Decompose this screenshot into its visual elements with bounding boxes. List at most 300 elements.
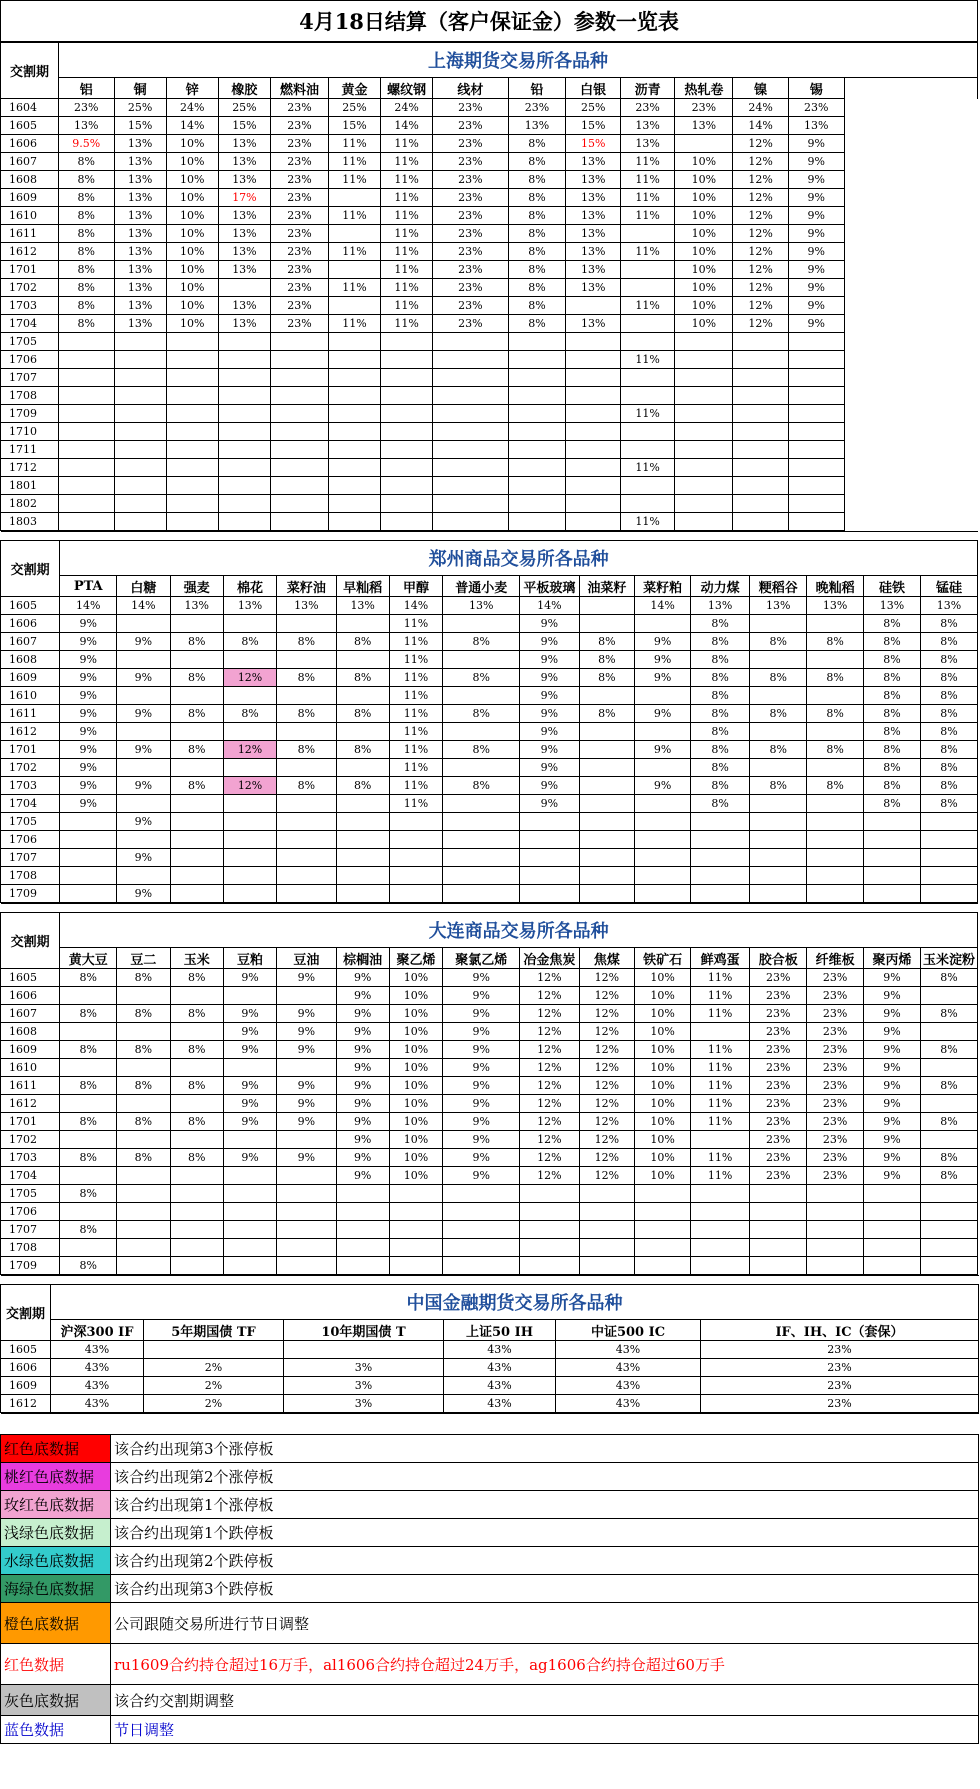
value-cell: 11% (690, 969, 749, 987)
value-cell (920, 1257, 977, 1275)
value-cell: 11% (381, 261, 433, 279)
value-cell: 9% (223, 969, 276, 987)
value-cell: 2% (144, 1359, 284, 1377)
value-cell (117, 651, 170, 669)
value-cell (328, 477, 380, 495)
value-cell: 9% (60, 687, 117, 705)
value-cell: 13% (690, 597, 749, 615)
value-cell (60, 987, 117, 1005)
value-cell: 9% (117, 777, 170, 795)
column-header: 粳稻谷 (750, 576, 807, 597)
value-cell (750, 1185, 807, 1203)
value-cell: 23% (750, 1059, 807, 1077)
value-cell: 8% (58, 189, 114, 207)
value-cell: 8% (277, 705, 336, 723)
value-cell (579, 885, 635, 903)
value-cell (579, 795, 635, 813)
value-cell: 9% (336, 1149, 389, 1167)
value-cell: 10% (389, 1005, 442, 1023)
value-cell: 8% (170, 633, 223, 651)
period-cell: 1707 (1, 849, 60, 867)
table-row (1, 1005, 978, 1023)
column-header: 油菜籽 (579, 576, 635, 597)
legend-row (1, 1491, 979, 1519)
value-cell (58, 387, 114, 405)
value-cell: 13% (566, 207, 620, 225)
value-cell: 8% (920, 777, 977, 795)
value-cell (170, 813, 223, 831)
value-cell: 8% (336, 633, 389, 651)
value-cell: 11% (381, 189, 433, 207)
value-cell: 11% (620, 513, 674, 531)
period-cell: 1607 (1, 1005, 60, 1023)
period-cell: 1608 (1, 171, 59, 189)
period-cell: 1606 (1, 1359, 51, 1377)
spacer-cell (844, 135, 977, 153)
value-cell (520, 1185, 579, 1203)
value-cell: 8% (60, 1149, 117, 1167)
value-cell (218, 351, 270, 369)
spacer-cell (844, 243, 977, 261)
value-cell: 11% (328, 315, 380, 333)
value-cell: 8% (920, 759, 977, 777)
value-cell (620, 423, 674, 441)
value-cell (277, 615, 336, 633)
period-cell: 1612 (1, 1395, 51, 1413)
value-cell: 9% (520, 651, 579, 669)
value-cell: 9% (788, 297, 844, 315)
spacer-cell (844, 171, 977, 189)
value-cell: 9% (336, 1059, 389, 1077)
value-cell (443, 831, 520, 849)
value-cell: 8% (864, 795, 921, 813)
value-cell (223, 1167, 276, 1185)
value-cell (579, 831, 635, 849)
value-cell (117, 1023, 170, 1041)
value-cell: 11% (389, 723, 442, 741)
value-cell (433, 351, 508, 369)
value-cell: 11% (389, 687, 442, 705)
value-cell (166, 459, 218, 477)
legend-description: 该合约出现第1个跌停板 (111, 1519, 979, 1547)
value-cell: 10% (675, 279, 733, 297)
value-cell: 11% (620, 243, 674, 261)
value-cell: 8% (60, 1221, 117, 1239)
value-cell (389, 813, 442, 831)
value-cell: 14% (389, 597, 442, 615)
value-cell: 3% (284, 1377, 444, 1395)
value-cell: 9% (864, 1041, 921, 1059)
period-cell: 1706 (1, 831, 60, 849)
value-cell: 10% (635, 1113, 691, 1131)
value-cell: 8% (60, 1077, 117, 1095)
value-cell (675, 441, 733, 459)
value-cell (58, 369, 114, 387)
spacer-cell (844, 477, 977, 495)
value-cell: 23% (750, 1077, 807, 1095)
table-row (1, 477, 978, 495)
value-cell: 23% (433, 279, 508, 297)
value-cell: 9% (443, 1167, 520, 1185)
value-cell (328, 351, 380, 369)
value-cell (144, 1341, 284, 1359)
value-cell (920, 1221, 977, 1239)
value-cell: 8% (807, 741, 864, 759)
value-cell: 23% (750, 1005, 807, 1023)
legend-row (1, 1716, 979, 1744)
value-cell: 8% (277, 741, 336, 759)
value-cell (381, 351, 433, 369)
value-cell (170, 1023, 223, 1041)
value-cell: 8% (60, 1113, 117, 1131)
column-header: 棉花 (223, 576, 276, 597)
value-cell: 43% (444, 1341, 556, 1359)
value-cell: 23% (270, 99, 328, 117)
value-cell (433, 405, 508, 423)
table-row (1, 1059, 978, 1077)
value-cell: 13% (218, 243, 270, 261)
value-cell: 8% (443, 741, 520, 759)
column-header: 铅 (508, 78, 566, 99)
table-row (1, 513, 978, 531)
value-cell (166, 423, 218, 441)
value-cell (270, 423, 328, 441)
value-cell (508, 477, 566, 495)
value-cell (566, 333, 620, 351)
table-row (1, 1131, 978, 1149)
value-cell: 9% (443, 1113, 520, 1131)
value-cell: 10% (675, 225, 733, 243)
value-cell (579, 723, 635, 741)
value-cell: 8% (864, 615, 921, 633)
value-cell: 10% (389, 1041, 442, 1059)
value-cell (218, 369, 270, 387)
column-header: 黄大豆 (60, 948, 117, 969)
value-cell (336, 867, 389, 885)
value-cell: 13% (223, 597, 276, 615)
value-cell (60, 1239, 117, 1257)
value-cell (788, 387, 844, 405)
value-cell: 11% (328, 153, 380, 171)
value-cell: 23% (750, 1167, 807, 1185)
value-cell: 43% (556, 1359, 701, 1377)
value-cell: 8% (443, 777, 520, 795)
shanghai-section-title: 上海期货交易所各品种 (58, 43, 977, 78)
value-cell (328, 297, 380, 315)
value-cell: 9% (635, 669, 691, 687)
value-cell: 11% (381, 243, 433, 261)
value-cell: 11% (381, 297, 433, 315)
value-cell (117, 1203, 170, 1221)
value-cell (579, 1257, 635, 1275)
value-cell (223, 1239, 276, 1257)
value-cell (508, 441, 566, 459)
value-cell: 23% (750, 1131, 807, 1149)
value-cell: 13% (114, 171, 166, 189)
value-cell (433, 459, 508, 477)
value-cell (218, 333, 270, 351)
period-cell: 1711 (1, 441, 59, 459)
spacer-cell (844, 153, 977, 171)
value-cell (788, 459, 844, 477)
value-cell: 23% (58, 99, 114, 117)
value-cell (166, 405, 218, 423)
value-cell: 12% (579, 1149, 635, 1167)
value-cell: 8% (920, 1077, 977, 1095)
column-header: PTA (60, 576, 117, 597)
value-cell (635, 885, 691, 903)
value-cell (328, 225, 380, 243)
value-cell: 8% (170, 969, 223, 987)
value-cell (620, 279, 674, 297)
value-cell: 8% (807, 633, 864, 651)
spacer-cell (844, 297, 977, 315)
value-cell (566, 423, 620, 441)
period-cell: 1705 (1, 1185, 60, 1203)
value-cell (170, 687, 223, 705)
value-cell (114, 387, 166, 405)
legend-swatch: 灰色底数据 (1, 1685, 111, 1716)
dalian-section-title: 大连商品交易所各品种 (60, 913, 978, 948)
value-cell (170, 1203, 223, 1221)
value-cell: 9% (520, 741, 579, 759)
value-cell (864, 885, 921, 903)
value-cell: 9% (443, 1059, 520, 1077)
table-row (1, 1041, 978, 1059)
value-cell (920, 1239, 977, 1257)
value-cell (223, 1203, 276, 1221)
value-cell (336, 885, 389, 903)
value-cell: 10% (389, 1077, 442, 1095)
value-cell: 9% (635, 741, 691, 759)
value-cell (218, 441, 270, 459)
value-cell: 14% (60, 597, 117, 615)
value-cell (433, 369, 508, 387)
value-cell (520, 1203, 579, 1221)
page-title: 4月18日结算（客户保证金）参数一览表 (1, 1, 978, 42)
value-cell (807, 813, 864, 831)
cffex-section-title: 中国金融期货交易所各品种 (51, 1285, 979, 1320)
table-row (1, 1239, 978, 1257)
spacer-cell (844, 279, 977, 297)
value-cell: 13% (114, 279, 166, 297)
value-cell: 23% (807, 1095, 864, 1113)
table-row (1, 705, 978, 723)
value-cell: 43% (51, 1359, 144, 1377)
value-cell: 13% (114, 225, 166, 243)
value-cell (566, 477, 620, 495)
column-header: 聚丙烯 (864, 948, 921, 969)
value-cell (58, 351, 114, 369)
value-cell: 23% (270, 243, 328, 261)
value-cell (750, 849, 807, 867)
value-cell: 23% (433, 153, 508, 171)
value-cell: 11% (328, 243, 380, 261)
value-cell: 11% (381, 315, 433, 333)
period-cell: 1608 (1, 1023, 60, 1041)
value-cell (750, 831, 807, 849)
period-cell: 1606 (1, 135, 59, 153)
period-cell: 1705 (1, 333, 59, 351)
value-cell (58, 441, 114, 459)
value-cell (270, 495, 328, 513)
value-cell: 9% (520, 795, 579, 813)
value-cell: 23% (270, 189, 328, 207)
period-cell: 1610 (1, 207, 59, 225)
value-cell: 8% (750, 777, 807, 795)
value-cell: 8% (579, 705, 635, 723)
legend-description: 节日调整 (111, 1716, 979, 1744)
value-cell (508, 369, 566, 387)
value-cell (635, 687, 691, 705)
period-cell: 1605 (1, 597, 60, 615)
value-cell: 10% (166, 153, 218, 171)
column-header: 锡 (788, 78, 844, 99)
value-cell: 9% (864, 1131, 921, 1149)
value-cell (635, 813, 691, 831)
value-cell (223, 1131, 276, 1149)
value-cell (508, 351, 566, 369)
period-cell: 1712 (1, 459, 59, 477)
value-cell (508, 495, 566, 513)
value-cell (508, 405, 566, 423)
value-cell: 13% (675, 117, 733, 135)
period-cell: 1706 (1, 351, 59, 369)
period-cell: 1701 (1, 741, 60, 759)
value-cell (443, 849, 520, 867)
value-cell: 13% (508, 117, 566, 135)
value-cell (579, 867, 635, 885)
value-cell: 10% (389, 987, 442, 1005)
value-cell: 12% (520, 1095, 579, 1113)
value-cell: 8% (864, 669, 921, 687)
value-cell (336, 759, 389, 777)
table-row (1, 1257, 978, 1275)
value-cell: 8% (58, 279, 114, 297)
table-row (1, 885, 978, 903)
table-row (1, 615, 978, 633)
value-cell (920, 813, 977, 831)
value-cell (620, 315, 674, 333)
period-cell: 1704 (1, 315, 59, 333)
period-cell: 1803 (1, 513, 59, 531)
value-cell: 13% (566, 261, 620, 279)
value-cell (170, 1095, 223, 1113)
value-cell (170, 987, 223, 1005)
value-cell (114, 459, 166, 477)
value-cell (117, 1095, 170, 1113)
value-cell: 10% (166, 315, 218, 333)
value-cell (328, 369, 380, 387)
value-cell: 11% (389, 759, 442, 777)
value-cell (60, 1095, 117, 1113)
value-cell: 8% (750, 633, 807, 651)
value-cell (788, 495, 844, 513)
value-cell: 9% (864, 1077, 921, 1095)
value-cell: 11% (620, 207, 674, 225)
value-cell (733, 351, 789, 369)
period-cell: 1702 (1, 759, 60, 777)
value-cell: 10% (635, 1077, 691, 1095)
period-cell: 1605 (1, 969, 60, 987)
value-cell (117, 615, 170, 633)
value-cell: 8% (920, 723, 977, 741)
value-cell (223, 615, 276, 633)
period-cell: 1709 (1, 405, 59, 423)
value-cell (635, 1221, 691, 1239)
value-cell: 43% (556, 1377, 701, 1395)
value-cell (270, 387, 328, 405)
value-cell: 10% (675, 207, 733, 225)
value-cell (579, 1221, 635, 1239)
value-cell: 23% (270, 207, 328, 225)
value-cell: 10% (389, 1095, 442, 1113)
value-cell (389, 1185, 442, 1203)
value-cell: 23% (807, 1005, 864, 1023)
section-gap (1, 904, 978, 913)
value-cell: 9% (635, 651, 691, 669)
value-cell (750, 1257, 807, 1275)
value-cell: 23% (433, 297, 508, 315)
spacer-cell (844, 459, 977, 477)
value-cell: 23% (750, 1095, 807, 1113)
value-cell: 9% (864, 1023, 921, 1041)
value-cell (114, 351, 166, 369)
value-cell: 23% (433, 189, 508, 207)
column-header: 聚氯乙烯 (443, 948, 520, 969)
value-cell (277, 885, 336, 903)
value-cell: 10% (675, 315, 733, 333)
spacer-cell (844, 225, 977, 243)
value-cell: 8% (750, 741, 807, 759)
value-cell: 12% (520, 1167, 579, 1185)
value-cell: 9% (60, 633, 117, 651)
value-cell: 13% (443, 597, 520, 615)
column-header: 冶金焦炭 (520, 948, 579, 969)
value-cell (566, 441, 620, 459)
value-cell: 11% (381, 171, 433, 189)
value-cell (443, 795, 520, 813)
value-cell: 23% (807, 1059, 864, 1077)
period-cell: 1612 (1, 1095, 60, 1113)
value-cell (166, 333, 218, 351)
value-cell (579, 741, 635, 759)
value-cell: 10% (635, 1041, 691, 1059)
value-cell (218, 279, 270, 297)
period-cell: 1703 (1, 297, 59, 315)
value-cell: 8% (690, 795, 749, 813)
value-cell: 13% (114, 315, 166, 333)
value-cell: 11% (389, 795, 442, 813)
value-cell (433, 495, 508, 513)
legend-row (1, 1519, 979, 1547)
value-cell: 8% (864, 651, 921, 669)
column-header: 10年期国债 T (284, 1320, 444, 1341)
value-cell: 23% (807, 1149, 864, 1167)
table-row (1, 243, 978, 261)
column-header: 白糖 (117, 576, 170, 597)
value-cell: 23% (750, 1149, 807, 1167)
period-cell: 1611 (1, 705, 60, 723)
value-cell: 9% (788, 243, 844, 261)
value-cell: 23% (675, 99, 733, 117)
value-cell: 13% (920, 597, 977, 615)
period-cell: 1703 (1, 777, 60, 795)
value-cell: 17% (218, 189, 270, 207)
value-cell: 8% (508, 153, 566, 171)
value-cell: 43% (51, 1395, 144, 1413)
value-cell (566, 459, 620, 477)
